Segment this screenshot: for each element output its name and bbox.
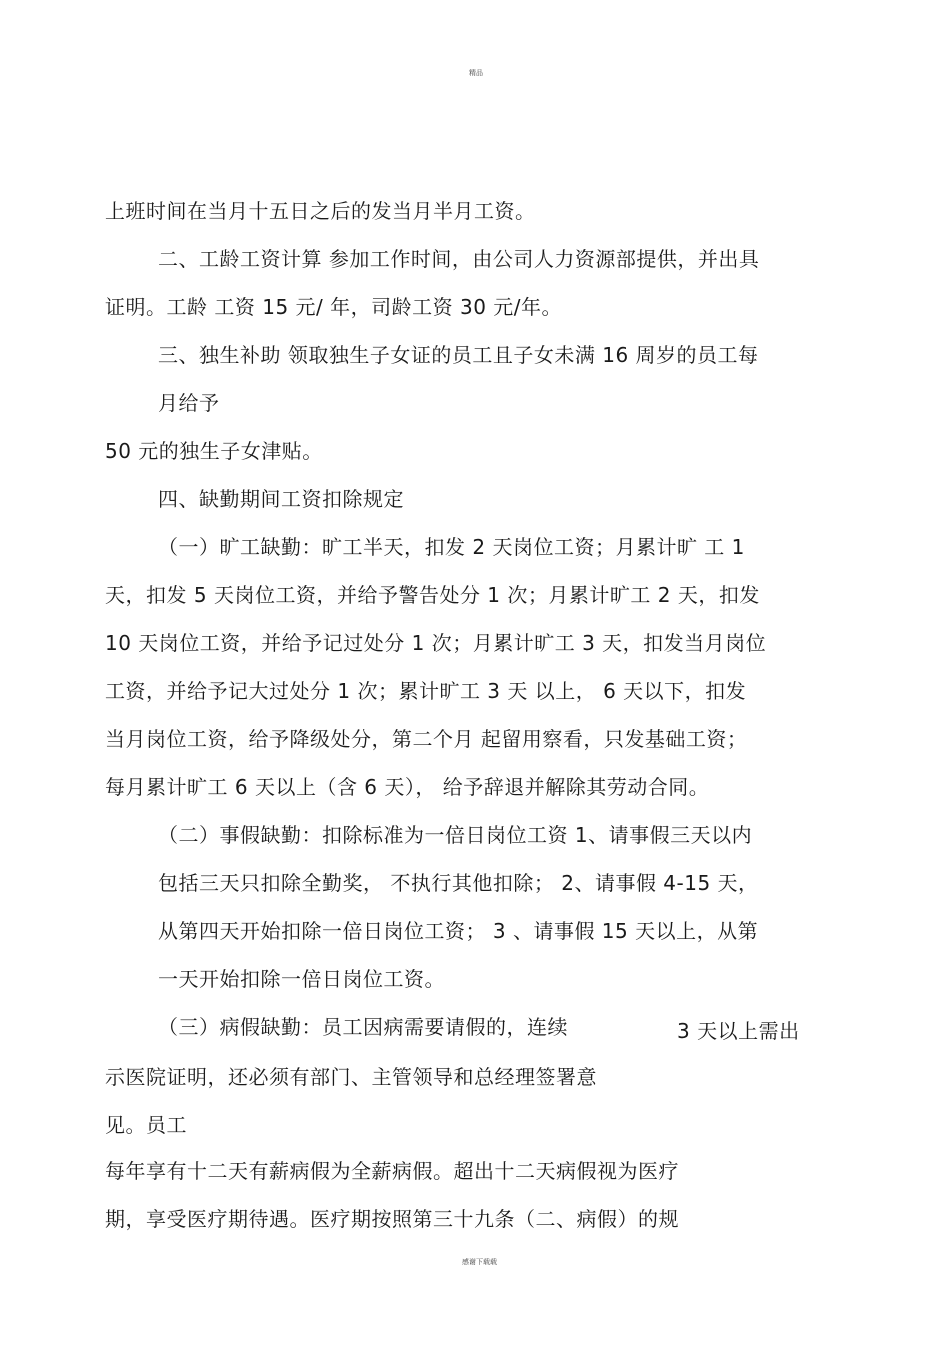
text-line: 每年享有十二天有薪病假为全薪病假。超出十二天病假视为医疗	[105, 1159, 679, 1183]
text-line: 见。员工	[105, 1113, 187, 1137]
text-line: 10 天岗位工资，并给予记过处分 1 次；月累计旷工 3 天，扣发当月岗位	[105, 631, 767, 655]
text-line: （二）事假缺勤：扣除标准为一倍日岗位工资 1、请事假三天以内	[158, 823, 753, 847]
text-line: （一）旷工缺勤：旷工半天，扣发 2 天岗位工资；月累计旷 工 1	[158, 535, 745, 559]
text-line: 三、独生补助 领取独生子女证的员工且子女未满 16 周岁的员工每	[158, 343, 759, 367]
text-line: 当月岗位工资，给予降级处分，第二个月 起留用察看，只发基础工资；	[105, 727, 748, 751]
text-line: 二、工龄工资计算 参加工作时间，由公司人力资源部提供，并出具	[158, 247, 760, 271]
text-line: （三）病假缺勤：员工因病需要请假的，连续	[158, 1015, 568, 1039]
text-line: 3 天以上需出	[677, 1019, 800, 1043]
text-line: 一天开始扣除一倍日岗位工资。	[158, 967, 445, 991]
page-header: 精品	[469, 69, 483, 77]
text-line: 四、缺勤期间工资扣除规定	[158, 487, 404, 511]
text-line: 50 元的独生子女津贴。	[105, 439, 323, 463]
text-line: 包括三天只扣除全勤奖， 不执行其他扣除； 2、请事假 4-15 天，	[158, 871, 759, 895]
text-line: 上班时间在当月十五日之后的发当月半月工资。	[105, 199, 536, 223]
text-line: 期，享受医疗期待遇。医疗期按照第三十九条（二、病假）的规	[105, 1207, 679, 1231]
text-line: 月给予	[158, 391, 220, 415]
text-line: 示医院证明，还必须有部门、主管领导和总经理签署意	[105, 1065, 597, 1089]
text-line: 工资，并给予记大过处分 1 次；累计旷工 3 天 以上， 6 天以下，扣发	[105, 679, 747, 703]
text-line: 天，扣发 5 天岗位工资，并给予警告处分 1 次；月累计旷工 2 天，扣发	[105, 583, 760, 607]
text-line: 从第四天开始扣除一倍日岗位工资； 3 、请事假 15 天以上，从第	[158, 919, 759, 943]
text-line: 证明。工龄 工资 15 元/ 年，司龄工资 30 元/年。	[105, 295, 563, 319]
page-footer: 感谢下载载	[462, 1258, 497, 1266]
text-line: 每月累计旷工 6 天以上（含 6 天）， 给予辞退并解除其劳动合同。	[105, 775, 710, 799]
